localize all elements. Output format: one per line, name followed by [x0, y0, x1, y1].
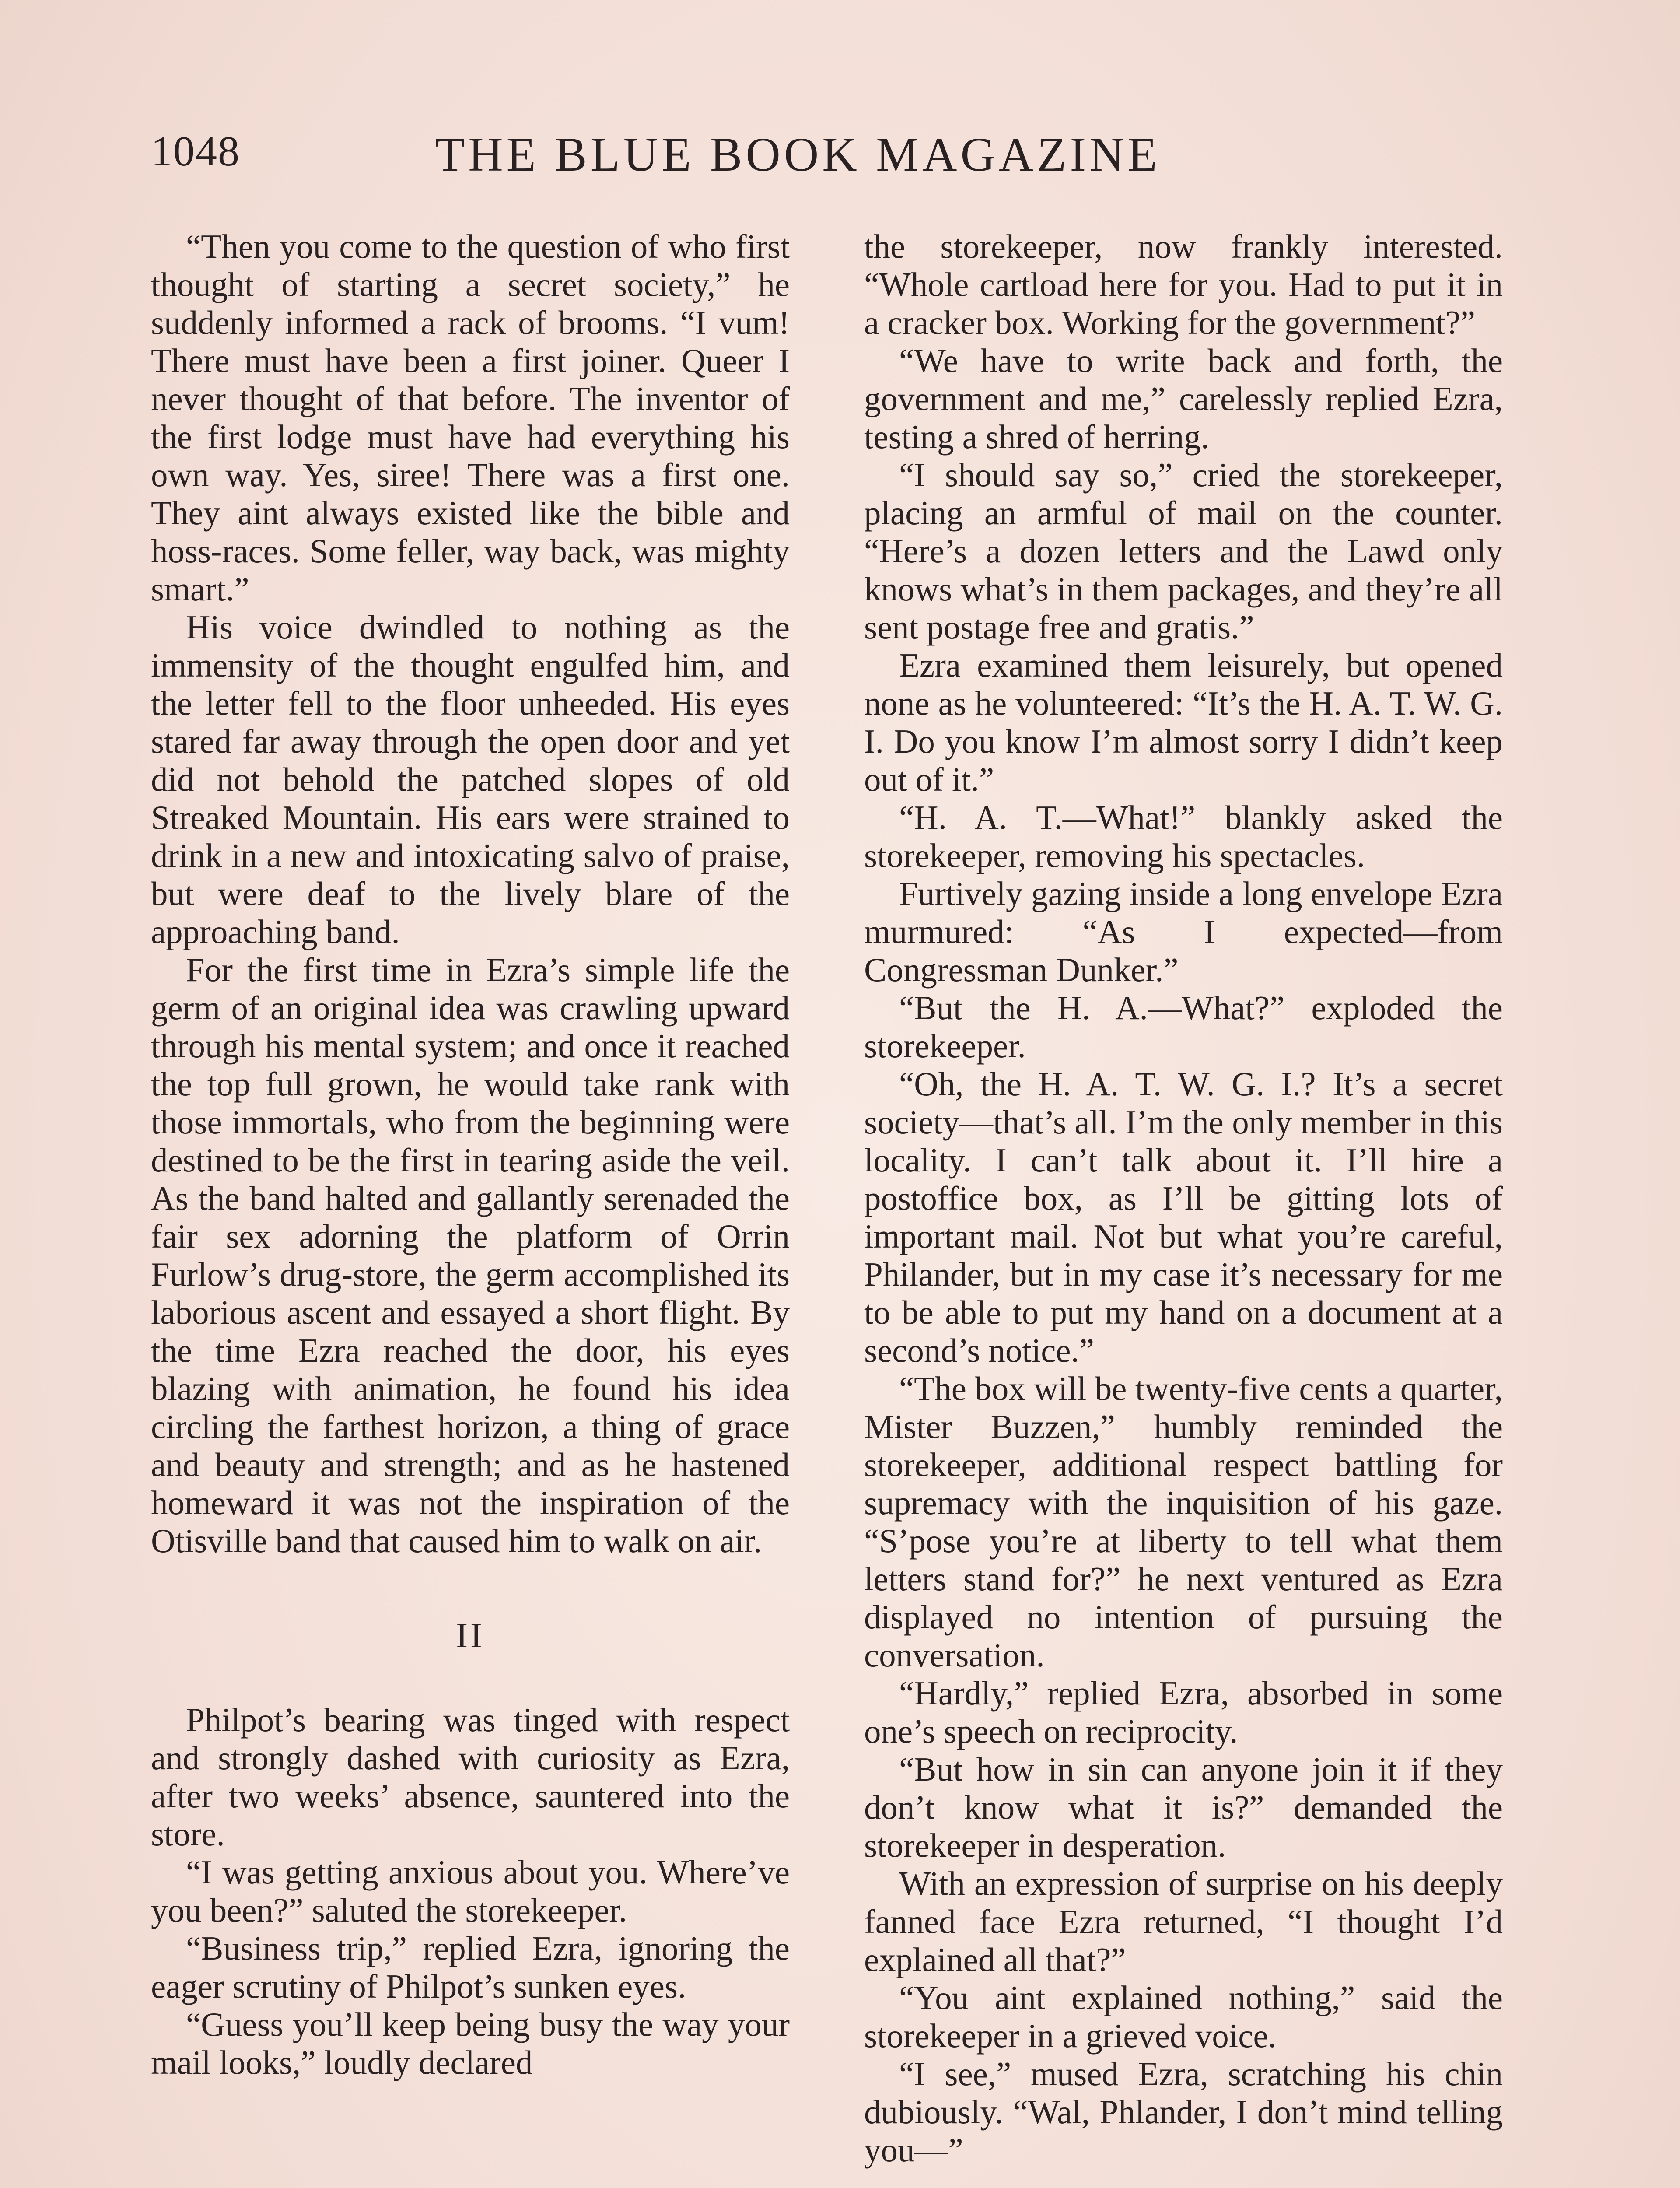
page-number: 1048 — [151, 128, 240, 175]
paragraph: “H. A. T.—What!” blankly asked the storekeeper, removing his spectacles. — [864, 799, 1503, 874]
paragraph: His voice dwindled to nothing as the immensity of the thought engulfed him, and the letter fell to the floor unheeded. His eyes stared far away through the open door and yet did not behold the patched slopes of old Streaked Mountain. His ears were strained to drink in a new and intoxicating salvo of praise, but were deaf to the lively blare of the approaching band. — [151, 608, 790, 950]
right-column — [864, 228, 1503, 2169]
paragraph: Furtively gazing inside a long envelope Ezra murmured: “As I expected—from Congressman Dunker.” — [864, 875, 1503, 989]
paragraph: “But how in sin can anyone join it if they don’t know what it is?” demanded the storekeeper in desperation. — [864, 1750, 1503, 1864]
paragraph: For the first time in Ezra’s simple life the germ of an original idea was crawling upward through his mental system; and once it reached the top full grown, he would take rank with those immortals, who from the beginning were destined to be the first in tearing aside the veil. As the band halted and gallantly serenaded the fair sex adorning the platform of Orrin Furlow’s drug-store, the germ accomplished its laborious ascent and essayed a short flight. By the time Ezra reached the door, his eyes blazing with animation, he found his idea circling the farthest horizon, a thing of grace and beauty and strength; and as he hastened homeward it was not the inspiration of the Otisville band that caused him to walk on air. — [151, 951, 790, 1560]
paragraph: “The box will be twenty-five cents a quarter, Mister Buzzen,” humbly reminded the storekeeper, additional respect battling for supremacy with the inquisition of his gaze. “S’pose you’re at liberty to tell what them letters stand for?” he next ventured as Ezra displayed no intention of pursuing the conversation. — [864, 1370, 1503, 1674]
paragraph: Philpot’s bearing was tinged with respect and strongly dashed with curiosity as Ezra, after two weeks’ absence, sauntered into the store. — [151, 1701, 790, 1853]
paragraph: “We have to write back and forth, the government and me,” carelessly replied Ezra, testing a shred of herring. — [864, 342, 1503, 456]
magazine-title: THE BLUE BOOK MAGAZINE — [435, 128, 1161, 181]
paragraph: Ezra examined them leisurely, but opened none as he volunteered: “It’s the H. A. T. W. G. I. Do you know I’m almost sorry I didn’t keep out of it.” — [864, 646, 1503, 798]
paragraph-continuation: the storekeeper, now frankly interested. “Whole cartload here for you. Had to put it in a cracker box. Working for the government?” — [864, 228, 1503, 341]
left-column — [151, 228, 790, 2082]
paragraph: “Then you come to the question of who first thought of starting a secret society,” he suddenly informed a rack of brooms. “I vum! There must have been a first joiner. Queer I never thought of that before. The inventor of the first lodge must have had everything his own way. Yes, siree! There was a first one. They aint always existed like the bible and hoss-races. Some feller, way back, was mighty smart.” — [151, 228, 790, 608]
paragraph: “Business trip,” replied Ezra, ignoring the eager scrutiny of Philpot’s sunken eyes. — [151, 1929, 790, 2005]
page-header — [151, 127, 1245, 193]
paragraph: “I was getting anxious about you. Where’ve you been?” saluted the storekeeper. — [151, 1853, 790, 1929]
paragraph: With an expression of surprise on his deeply fanned face Ezra returned, “I thought I’d explained all that?” — [864, 1865, 1503, 1978]
paragraph: “I should say so,” cried the storekeeper, placing an armful of mail on the counter. “Here’s a dozen letters and the Lawd only knows what’s in them packages, and they’re all sent postage free and gratis.” — [864, 456, 1503, 646]
paragraph: “But the H. A.—What?” exploded the storekeeper. — [864, 989, 1503, 1065]
paragraph: “I see,” mused Ezra, scratching his chin dubiously. “Wal, Phlander, I don’t mind telling you—” — [864, 2055, 1503, 2169]
paragraph: “You aint explained nothing,” said the storekeeper in a grieved voice. — [864, 1979, 1503, 2055]
paragraph: “Oh, the H. A. T. W. G. I.? It’s a secret society—that’s all. I’m the only member in this locality. I can’t talk about it. I’ll hire a postoffice box, as I’ll be gitting lots of important mail. Not but what you’re careful, Philander, but in my case it’s necessary for me to be able to put my hand on a document at a second’s notice.” — [864, 1065, 1503, 1369]
section-numeral: II — [456, 1616, 485, 1655]
paragraph: “Hardly,” replied Ezra, absorbed in some one’s speech on reciprocity. — [864, 1674, 1503, 1750]
paragraph: “Guess you’ll keep being busy the way your mail looks,” loudly declared — [151, 2006, 790, 2081]
